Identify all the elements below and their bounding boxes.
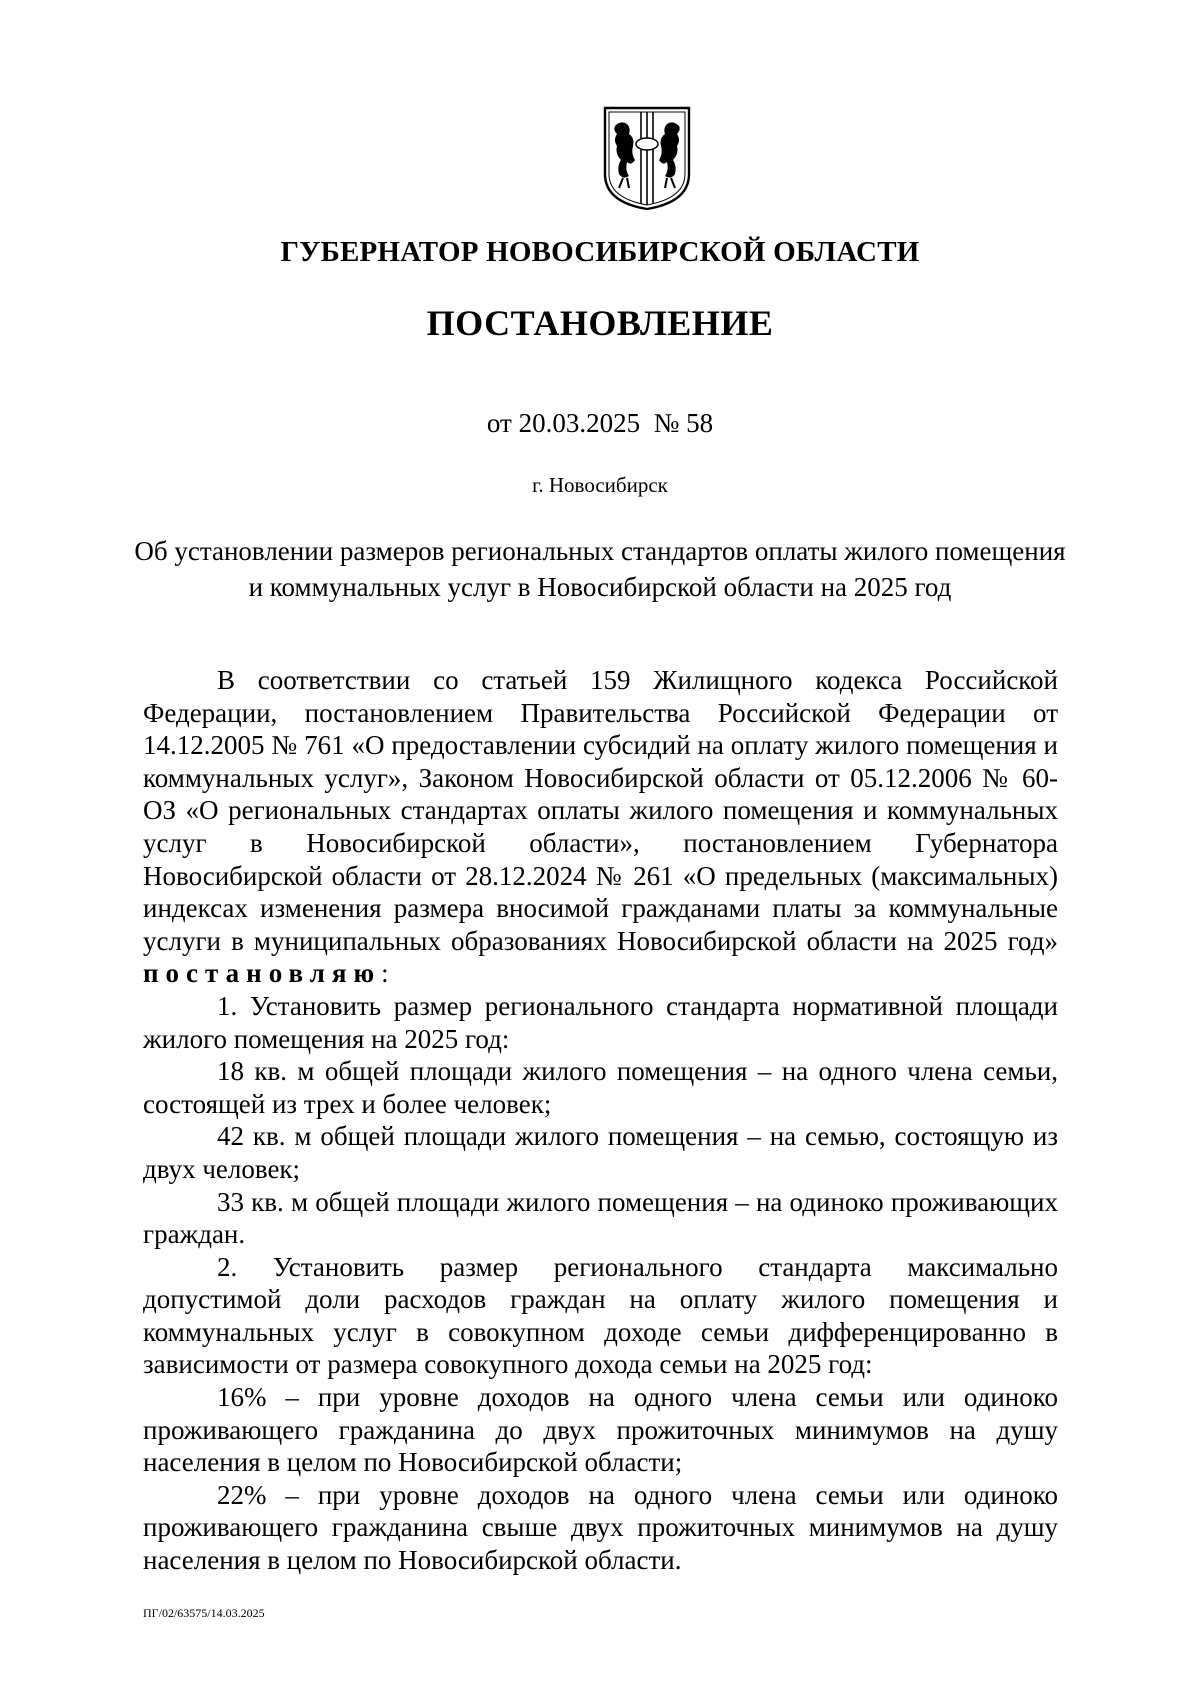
document-title-line-1: Об установлении размеров региональных стандартов оплаты жилого помещения bbox=[134, 536, 1066, 566]
document-date-number: от 20.03.2025 № 58 bbox=[486, 408, 714, 438]
paragraph-item-2: 2. Установить размер регионального стандарта максимально допустимой доли расходов граждан на оплату жилого помещения и коммунальных услуг в совокупном доходе семьи дифференцированно в зависимости от размера совокупного дохода семьи на 2025 год: bbox=[143, 1251, 1058, 1380]
paragraph-share-22: 22% – при уровне доходов на одного члена семьи или одиноко проживающего гражданина свыше двух прожиточных минимумов на душу населения в целом по Новосибирской области. bbox=[143, 1479, 1058, 1576]
document-title bbox=[120, 533, 1080, 605]
footer-registration-code: ПГ/02/63575/14.03.2025 bbox=[143, 1606, 265, 1620]
paragraph-share-16: 16% – при уровне доходов на одного члена семьи или одиноко проживающего гражданина до двух прожиточных минимумов на душу населения в целом по Новосибирской области; bbox=[143, 1382, 1058, 1478]
paragraph-item-1: 1. Установить размер регионального стандарта нормативной площади жилого помещения на 2025 год: bbox=[143, 990, 1058, 1054]
preamble-paragraph bbox=[143, 664, 1058, 990]
document-body bbox=[143, 664, 1058, 1577]
decree-word: постановляю bbox=[143, 958, 382, 989]
document-place: г. Новосибирск bbox=[532, 473, 668, 497]
document-title-line-2: и коммунальных услуг в Новосибирской области на 2025 год bbox=[248, 572, 952, 602]
document-type: ПОСТАНОВЛЕНИЕ bbox=[426, 303, 774, 343]
paragraph-area-family-2: 42 кв. м общей площади жилого помещения – на семью, состоящую из двух человек; bbox=[143, 1121, 1058, 1184]
paragraph-area-single: 33 кв. м общей площади жилого помещения – на одиноко проживающих граждан. bbox=[143, 1186, 1058, 1250]
novosibirsk-coat-of-arms-icon bbox=[601, 104, 693, 212]
paragraph-area-family-3plus: 18 кв. м общей площади жилого помещения – на одного члена семьи, состоящей из трех и более человек; bbox=[143, 1056, 1058, 1119]
decree-colon: : bbox=[381, 958, 389, 989]
preamble-text: В соответствии со статьей 159 Жилищного кодекса Российской Федерации, постановлением Правительства Российской Федерации от 14.12.2005 № 761 «О предоставлении субсидий на оплату жилого помещения и коммунальных услуг», Законом Новосибирской области от 05.12.2006 № 60-ОЗ «О региональных стандартах оплаты жилого помещения и коммунальных услуг в Новосибирской области», постановлением Губернатора Новосибирской области от 28.12.2024 № 261 «О предельных (максимальных) индексах изменения размера вносимой гражданами платы за коммунальные услуги в муниципальных образованиях Новосибирской области на 2025 год» bbox=[143, 665, 1058, 956]
issuing-authority: ГУБЕРНАТОР НОВОСИБИРСКОЙ ОБЛАСТИ bbox=[280, 236, 920, 268]
